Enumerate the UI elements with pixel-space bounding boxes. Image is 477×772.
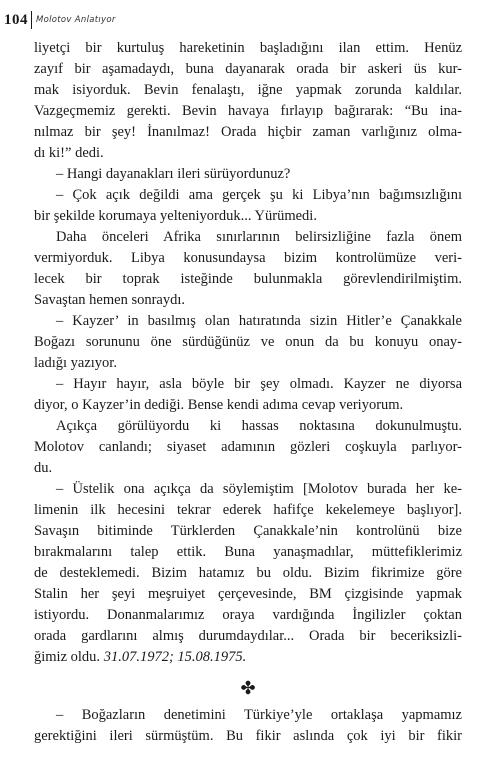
text-line: Stalin her şeyi meşruiyet çerçevesinde, BM çizgisinde yapmak [34,586,462,602]
text-line: zayıf bir aşamadaydı, buna dayanarak orada bir askeri üs kur- [34,61,462,77]
interview-dates: 31.07.1972; 15.08.1975. [103,649,247,665]
paragraph-7 [34,416,462,479]
text-line: Boğazı sorununu öne sürdüğünüz ve onun da bu konuyu onay- [34,334,462,350]
paragraph-1 [34,38,462,164]
header-divider [31,11,32,29]
paragraph-9 [34,705,462,747]
text-line: de desteklemedi. Bizim hatamız bu oldu. Bizim fikrimize göre [34,565,462,581]
section-break-ornament: ✤ [240,678,256,698]
text-line: Açıkça görülüyordu ki hassas noktasına dokunulmuştu. [56,418,462,434]
text-line: ladığı yazıyor. [34,355,117,371]
text-line: – Hangi dayanakları ileri sürüyordunuz? [56,166,291,182]
paragraph-8 [34,479,462,668]
paragraph-5 [34,311,462,374]
text-line: du. [34,460,53,476]
body-text [34,38,462,747]
text-line: limenin ilk hecesini tekrar ederek hafifçe kekelemeye başlıyor]. [34,502,462,518]
text-line: vermiyorduk. Libya konusundaysa bizim kontrolümüze veri- [34,250,462,266]
text-line: – Çok açık değildi ama gerçek şu ki Libya’nın bağımsızlığını [56,187,462,203]
text-line: diyor, o Kayzer’in dediği. Bense kendi adıma cevap veriyorum. [34,397,404,413]
text-line: Vazgeçmemiz gerekti. Bevin havaya fırlayıp bağırarak: “Bu ina- [34,103,462,119]
text-line: istiyordu. Donanmalarımız oraya vardığında İngilizler çoktan [34,607,462,623]
text-fragment: ğimiz oldu. [34,649,101,665]
text-line: Savaşın bitiminde Türklerden Çanakkale’nin kontrolünü bize [34,523,462,539]
text-line: Daha önceleri Afrika sınırlarının belirsizliğine fazla önem [56,229,462,245]
running-title: Molotov Anlatıyor [36,15,116,25]
paragraph-4 [34,227,462,311]
paragraph-2 [34,164,462,185]
text-line: mak isiyorduk. Bevin fenalaştı, iğne yapmak zorunda kaldılar. [34,82,462,98]
page-number: 104 [4,11,28,28]
text-line: Savaştan hemen sonraydı. [34,292,186,308]
text-line: – Hayır hayır, asla böyle bir şey olmadı. Kayzer ne diyorsa [56,376,462,392]
paragraph-6 [34,374,462,416]
text-line: bir şekilde korumaya yelteniyorduk... Yürümedi. [34,208,317,224]
text-line: nılmaz bir şey! İnanılmaz! Orada hiçbir zaman varlığınız olma- [34,124,462,140]
paragraph-3 [34,185,462,227]
text-line: – Boğazların denetimini Türkiye’yle ortaklaşa yapmamız [56,707,462,723]
text-line: – Üstelik ona açıkça da söylemiştim [Molotov burada her ke- [56,481,462,497]
text-line: bırakmalarını talep ettik. Buna yanaşmadılar, müttefiklerimiz [34,544,462,560]
text-line: Molotov canlandı; siyaset adamının gözleri coşkuyla parlıyor- [34,439,462,455]
text-line: gerektiğini ileri sürmüştüm. Bu fikir aslında çok iyi bir fikir [34,728,462,744]
running-header [4,10,116,30]
text-line: orada gardlarını almış durumdaydılar... Orada bir beceriksizli- [34,628,462,644]
text-line: dı ki!” dedi. [34,145,104,161]
text-line: liyetçi bir kurtuluş hareketinin başladığını ilan ettim. Henüz [34,40,462,56]
text-line: – Kayzer’ in basılmış olan hatıratında sizin Hitler’e Çanakkale [56,313,462,329]
text-line [34,647,462,668]
text-line: lecek bir toprak isteğinde bulunmakla görevlendirilmiştim. [34,271,462,287]
